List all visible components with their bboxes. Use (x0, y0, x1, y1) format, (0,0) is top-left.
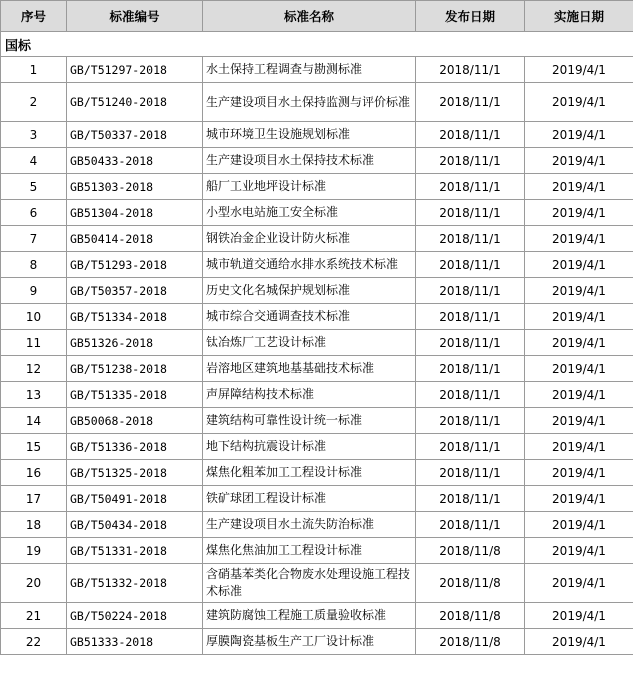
cell-publish-date: 2018/11/1 (416, 460, 525, 486)
cell-publish-date: 2018/11/1 (416, 486, 525, 512)
cell-implement-date: 2019/4/1 (525, 460, 633, 486)
cell-implement-date: 2019/4/1 (525, 603, 633, 629)
cell-standard-code: GB51326-2018 (67, 330, 203, 356)
cell-implement-date: 2019/4/1 (525, 57, 633, 83)
cell-standard-name: 城市综合交通调查技术标准 (203, 304, 416, 330)
cell-standard-name: 船厂工业地坪设计标准 (203, 174, 416, 200)
cell-seq: 15 (1, 434, 67, 460)
table-row (1, 174, 633, 200)
cell-publish-date: 2018/11/1 (416, 408, 525, 434)
cell-publish-date: 2018/11/1 (416, 304, 525, 330)
cell-standard-name: 小型水电站施工安全标准 (203, 200, 416, 226)
cell-seq: 21 (1, 603, 67, 629)
cell-standard-code: GB/T51325-2018 (67, 460, 203, 486)
cell-seq: 5 (1, 174, 67, 200)
cell-standard-name: 生产建设项目水土保持监测与评价标准 (203, 83, 416, 122)
cell-implement-date: 2019/4/1 (525, 148, 633, 174)
cell-standard-code: GB/T50434-2018 (67, 512, 203, 538)
cell-seq: 9 (1, 278, 67, 304)
cell-implement-date: 2019/4/1 (525, 512, 633, 538)
cell-standard-code: GB50414-2018 (67, 226, 203, 252)
table-row (1, 382, 633, 408)
table-row (1, 200, 633, 226)
table-row (1, 538, 633, 564)
cell-standard-name: 地下结构抗震设计标准 (203, 434, 416, 460)
cell-seq: 3 (1, 122, 67, 148)
cell-seq: 17 (1, 486, 67, 512)
cell-publish-date: 2018/11/1 (416, 83, 525, 122)
cell-implement-date: 2019/4/1 (525, 252, 633, 278)
cell-standard-name: 含硝基苯类化合物废水处理设施工程技术标准 (203, 564, 416, 603)
section-row (1, 32, 633, 57)
cell-standard-name: 煤焦化焦油加工工程设计标准 (203, 538, 416, 564)
cell-seq: 22 (1, 629, 67, 655)
cell-publish-date: 2018/11/1 (416, 252, 525, 278)
cell-implement-date: 2019/4/1 (525, 174, 633, 200)
cell-standard-code: GB51333-2018 (67, 629, 203, 655)
table-row (1, 629, 633, 655)
cell-publish-date: 2018/11/8 (416, 564, 525, 603)
cell-standard-name: 煤焦化粗苯加工工程设计标准 (203, 460, 416, 486)
table-row (1, 603, 633, 629)
table-row (1, 304, 633, 330)
table-row (1, 57, 633, 83)
table-row (1, 148, 633, 174)
header-implement-date: 实施日期 (525, 1, 633, 32)
cell-publish-date: 2018/11/1 (416, 174, 525, 200)
cell-publish-date: 2018/11/1 (416, 122, 525, 148)
cell-implement-date: 2019/4/1 (525, 408, 633, 434)
cell-publish-date: 2018/11/8 (416, 603, 525, 629)
cell-implement-date: 2019/4/1 (525, 538, 633, 564)
table-row (1, 330, 633, 356)
cell-publish-date: 2018/11/8 (416, 629, 525, 655)
cell-standard-name: 厚膜陶瓷基板生产工厂设计标准 (203, 629, 416, 655)
cell-implement-date: 2019/4/1 (525, 122, 633, 148)
cell-seq: 13 (1, 382, 67, 408)
table-row (1, 408, 633, 434)
table-row (1, 278, 633, 304)
cell-seq: 7 (1, 226, 67, 252)
cell-standard-name: 建筑结构可靠性设计统一标准 (203, 408, 416, 434)
cell-standard-name: 声屏障结构技术标准 (203, 382, 416, 408)
cell-standard-code: GB/T51238-2018 (67, 356, 203, 382)
cell-implement-date: 2019/4/1 (525, 434, 633, 460)
cell-standard-code: GB/T50337-2018 (67, 122, 203, 148)
cell-standard-name: 铁矿球团工程设计标准 (203, 486, 416, 512)
cell-standard-code: GB/T50491-2018 (67, 486, 203, 512)
cell-standard-name: 生产建设项目水土流失防治标准 (203, 512, 416, 538)
cell-seq: 6 (1, 200, 67, 226)
cell-standard-name: 钢铁冶金企业设计防火标准 (203, 226, 416, 252)
cell-publish-date: 2018/11/1 (416, 226, 525, 252)
cell-standard-name: 历史文化名城保护规划标准 (203, 278, 416, 304)
cell-seq: 19 (1, 538, 67, 564)
cell-standard-code: GB/T51331-2018 (67, 538, 203, 564)
table-row (1, 564, 633, 603)
cell-standard-code: GB51304-2018 (67, 200, 203, 226)
cell-publish-date: 2018/11/1 (416, 57, 525, 83)
cell-standard-code: GB/T51336-2018 (67, 434, 203, 460)
cell-standard-code: GB/T50357-2018 (67, 278, 203, 304)
cell-standard-code: GB51303-2018 (67, 174, 203, 200)
cell-publish-date: 2018/11/1 (416, 200, 525, 226)
cell-implement-date: 2019/4/1 (525, 382, 633, 408)
cell-implement-date: 2019/4/1 (525, 629, 633, 655)
table-row (1, 356, 633, 382)
header-code: 标准编号 (67, 1, 203, 32)
cell-seq: 12 (1, 356, 67, 382)
table-row (1, 83, 633, 122)
cell-publish-date: 2018/11/1 (416, 330, 525, 356)
cell-standard-code: GB/T50224-2018 (67, 603, 203, 629)
cell-seq: 11 (1, 330, 67, 356)
cell-seq: 8 (1, 252, 67, 278)
cell-publish-date: 2018/11/1 (416, 356, 525, 382)
cell-standard-name: 生产建设项目水土保持技术标准 (203, 148, 416, 174)
table-row (1, 122, 633, 148)
cell-implement-date: 2019/4/1 (525, 304, 633, 330)
cell-implement-date: 2019/4/1 (525, 330, 633, 356)
cell-publish-date: 2018/11/1 (416, 278, 525, 304)
cell-standard-code: GB50433-2018 (67, 148, 203, 174)
header-publish-date: 发布日期 (416, 1, 525, 32)
cell-publish-date: 2018/11/1 (416, 382, 525, 408)
cell-standard-name: 岩溶地区建筑地基基础技术标准 (203, 356, 416, 382)
cell-seq: 2 (1, 83, 67, 122)
cell-implement-date: 2019/4/1 (525, 226, 633, 252)
cell-implement-date: 2019/4/1 (525, 278, 633, 304)
cell-seq: 4 (1, 148, 67, 174)
cell-publish-date: 2018/11/1 (416, 434, 525, 460)
cell-standard-name: 水土保持工程调查与勘测标准 (203, 57, 416, 83)
cell-implement-date: 2019/4/1 (525, 83, 633, 122)
cell-standard-code: GB/T51297-2018 (67, 57, 203, 83)
cell-implement-date: 2019/4/1 (525, 356, 633, 382)
table-body (1, 32, 633, 655)
header-name: 标准名称 (203, 1, 416, 32)
cell-implement-date: 2019/4/1 (525, 564, 633, 603)
table-row (1, 486, 633, 512)
cell-standard-name: 城市轨道交通给水排水系统技术标准 (203, 252, 416, 278)
cell-seq: 18 (1, 512, 67, 538)
cell-standard-name: 城市环境卫生设施规划标准 (203, 122, 416, 148)
header-seq: 序号 (1, 1, 67, 32)
cell-implement-date: 2019/4/1 (525, 486, 633, 512)
cell-publish-date: 2018/11/1 (416, 512, 525, 538)
table-row (1, 252, 633, 278)
table-row (1, 226, 633, 252)
cell-seq: 1 (1, 57, 67, 83)
cell-standard-name: 建筑防腐蚀工程施工质量验收标准 (203, 603, 416, 629)
section-label: 国标 (1, 32, 633, 57)
table-header-row (1, 1, 633, 32)
cell-seq: 16 (1, 460, 67, 486)
cell-standard-code: GB/T51334-2018 (67, 304, 203, 330)
cell-standard-code: GB50068-2018 (67, 408, 203, 434)
table-row (1, 512, 633, 538)
cell-standard-code: GB/T51293-2018 (67, 252, 203, 278)
cell-seq: 20 (1, 564, 67, 603)
cell-standard-code: GB/T51335-2018 (67, 382, 203, 408)
cell-implement-date: 2019/4/1 (525, 200, 633, 226)
cell-standard-code: GB/T51332-2018 (67, 564, 203, 603)
table-row (1, 460, 633, 486)
cell-standard-name: 钛冶炼厂工艺设计标准 (203, 330, 416, 356)
cell-seq: 14 (1, 408, 67, 434)
cell-publish-date: 2018/11/8 (416, 538, 525, 564)
cell-seq: 10 (1, 304, 67, 330)
table-row (1, 434, 633, 460)
cell-publish-date: 2018/11/1 (416, 148, 525, 174)
cell-standard-code: GB/T51240-2018 (67, 83, 203, 122)
